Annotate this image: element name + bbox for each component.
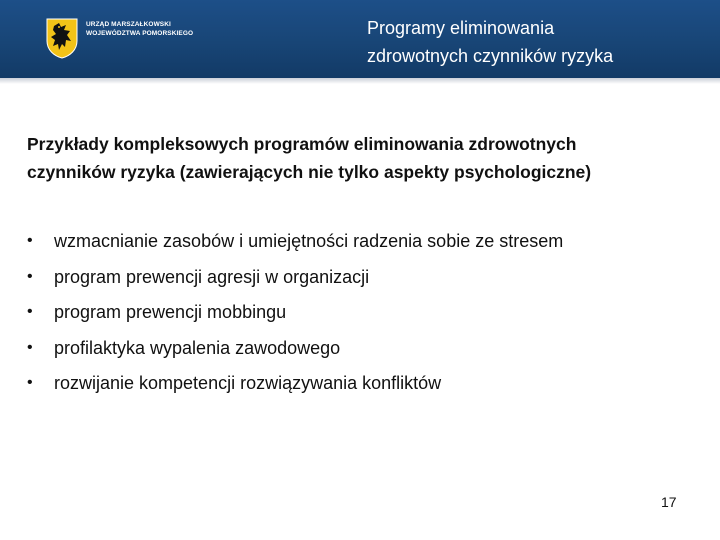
list-item	[27, 297, 697, 333]
bullet-icon: •	[27, 303, 33, 320]
list-item	[27, 262, 697, 298]
list-item	[27, 368, 697, 404]
header-bar	[0, 0, 720, 78]
logo-text-line-2: WOJEWÓDZTWA POMORSKIEGO	[86, 30, 194, 37]
list-item	[27, 333, 697, 369]
list-item-text: program prewencji agresji w organizacji	[54, 266, 370, 287]
list-item-text: rozwijanie kompetencji rozwiązywania konfliktów	[54, 373, 442, 393]
bullet-icon: •	[27, 232, 33, 249]
slide-title	[367, 14, 707, 70]
list-item-text: wzmacnianie zasobów i umiejętności radzenia sobie ze stresem	[54, 231, 564, 251]
bullet-icon: •	[27, 374, 33, 391]
logo-text-line-1: URZĄD MARSZAŁKOWSKI	[86, 21, 171, 28]
griffin-icon	[45, 17, 79, 59]
bullet-icon: •	[27, 267, 33, 285]
header-divider	[0, 78, 720, 84]
page-number: 17	[661, 494, 677, 510]
slide-title-line-2: zdrowotnych czynników ryzyka	[367, 46, 614, 66]
section-heading	[27, 130, 702, 186]
logo	[45, 17, 195, 61]
section-heading-line-2: czynników ryzyka (zawierających nie tylko aspekty psychologiczne)	[27, 162, 592, 182]
slide-title-line-1: Programy eliminowania	[367, 18, 555, 38]
bullet-icon: •	[27, 338, 33, 356]
list-item	[27, 226, 697, 262]
section-heading-line-1: Przykłady kompleksowych programów eliminowania zdrowotnych	[27, 134, 577, 154]
list-item-text: profilaktyka wypalenia zawodowego	[54, 337, 341, 358]
list-item-text: program prewencji mobbingu	[54, 302, 287, 322]
bullet-list	[27, 226, 697, 404]
